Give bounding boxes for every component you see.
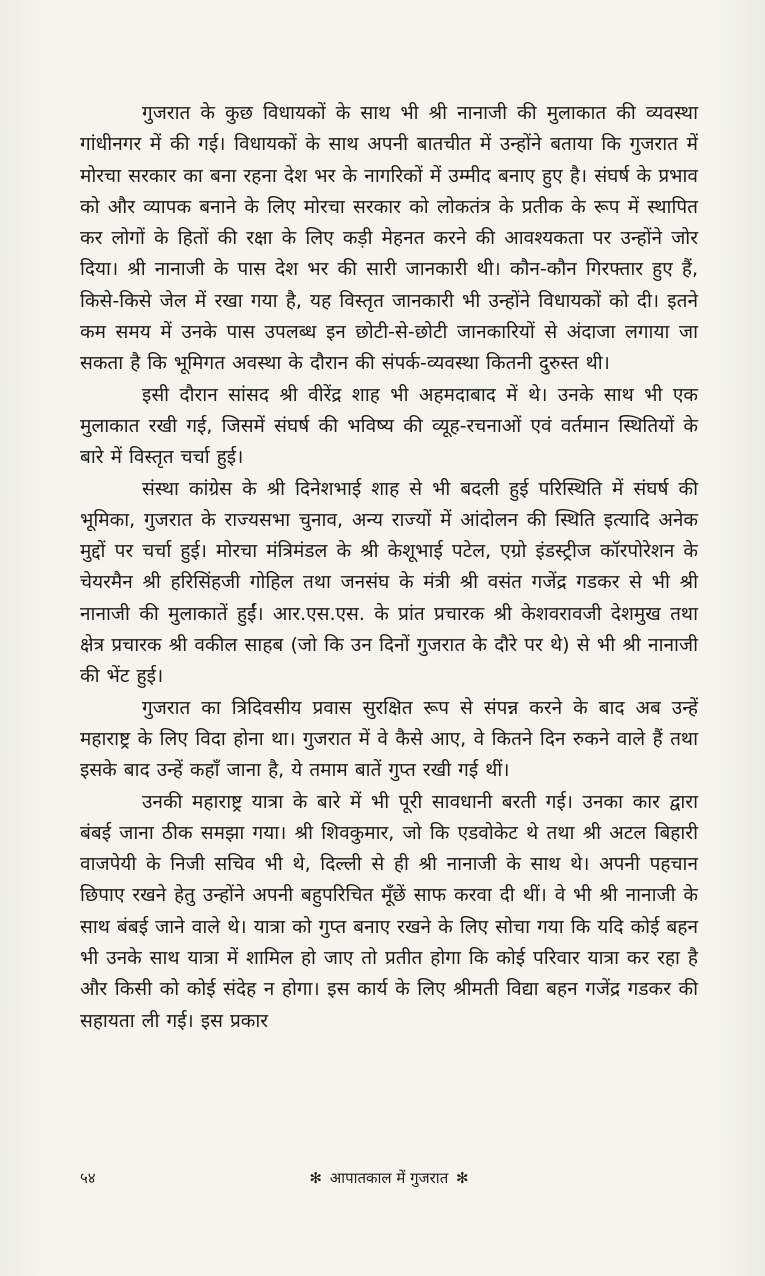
paragraph-1: गुजरात के कुछ विधायकों के साथ भी श्री नानाजी की मुलाकात की व्यवस्था गांधीनगर में की गई। विधायकों के साथ अपनी बातचीत में उन्होंने बताया कि गुजरात में मोरचा सरकार का बना रहना देश भर के नागरिकों में उम्मीद बनाए हुए है। संघर्ष के प्रभाव को और व्यापक बनाने के लिए मोरचा सरकार को लोकतंत्र के प्रतीक के रूप में स्थापित कर लोगों के हितों की रक्षा के लिए कड़ी मेहनत करने की आवश्यकता पर उन्होंने जोर दिया। श्री नानाजी के पास देश भर की सारी जानकारी थी। कौन-कौन गिरफ्तार हुए हैं, किसे-किसे जेल में रखा गया है, यह विस्तृत जानकारी भी उन्होंने विधायकों को दी। इतने कम समय में उनके पास उपलब्ध इन छोटी-से-छोटी जानकारियों से अंदाजा लगाया जा सकता है कि भूमिगत अवस्था के दौरान की संपर्क-व्यवस्था कितनी दुरुस्त थी। (80, 102, 698, 375)
asterisk-ornament-icon: ✻ (309, 1169, 322, 1187)
page-footer (80, 1168, 698, 1196)
paragraph-3: संस्था कांग्रेस के श्री दिनेशभाई शाह से भी बदली हुई परिस्थिति में संघर्ष की भूमिका, गुजरात के राज्यसभा चुनाव, अन्य राज्यों में आंदोलन की स्थिति इत्यादि अनेक मुद्दों पर चर्चा हुई। मोरचा मंत्रिमंडल के श्री केशूभाई पटेल, एग्रो इंडस्ट्रीज कॉरपोरेशन के चेयरमैन श्री हरिसिंहजी गोहिल तथा जनसंघ के मंत्री श्री वसंत गजेंद्र गडकर से भी श्री नानाजी की मुलाकातें हुईं। आर.एस.एस. के प्रांत प्रचारक श्री केशवरावजी देशमुख तथा क्षेत्र प्रचारक श्री वकील साहब (जो कि उन दिनों गुजरात के दौरे पर थे) से भी श्री नानाजी की भेंट हुई। (80, 477, 698, 688)
asterisk-ornament-icon: ✻ (456, 1169, 469, 1187)
paragraph-4: गुजरात का त्रिदिवसीय प्रवास सुरक्षित रूप से संपन्न करने के बाद अब उन्हें महाराष्ट्र के लिए विदा होना था। गुजरात में वे कैसे आए, वे कितने दिन रुकने वाले हैं तथा इसके बाद उन्हें कहाँ जाना है, ये तमाम बातें गुप्त रखी गई थीं। (80, 696, 698, 782)
running-title-text: आपातकाल में गुजरात (329, 1169, 449, 1187)
running-title (80, 1168, 698, 1188)
page-body (80, 98, 698, 1037)
paragraph-5: उनकी महाराष्ट्र यात्रा के बारे में भी पूरी सावधानी बरती गई। उनका कार द्वारा बंबई जाना ठीक समझा गया। श्री शिवकुमार, जो कि एडवोकेट थे तथा श्री अटल बिहारी वाजपेयी के निजी सचिव भी थे, दिल्ली से ही श्री नानाजी के साथ थे। अपनी पहचान छिपाए रखने हेतु उन्होंने अपनी बहुपरिचित मूँछें साफ करवा दी थीं। वे भी श्री नानाजी के साथ बंबई जाने वाले थे। यात्रा को गुप्त बनाए रखने के लिए सोचा गया कि यदि कोई बहन भी उनके साथ यात्रा में शामिल हो जाए तो प्रतीत होगा कि कोई परिवार यात्रा कर रहा है और किसी को कोई संदेह न होगा। इस कार्य के लिए श्रीमती विद्या बहन गजेंद्र गडकर की सहायता ली गई। इस प्रकार (80, 790, 698, 1032)
paragraph-2: इसी दौरान सांसद श्री वीरेंद्र शाह भी अहमदाबाद में थे। उनके साथ भी एक मुलाकात रखी गई, जिसमें संघर्ष की भविष्य की व्यूह-रचनाओं एवं वर्तमान स्थितियों के बारे में विस्तृत चर्चा हुई। (80, 383, 698, 469)
page-number: ५४ (80, 1169, 96, 1187)
